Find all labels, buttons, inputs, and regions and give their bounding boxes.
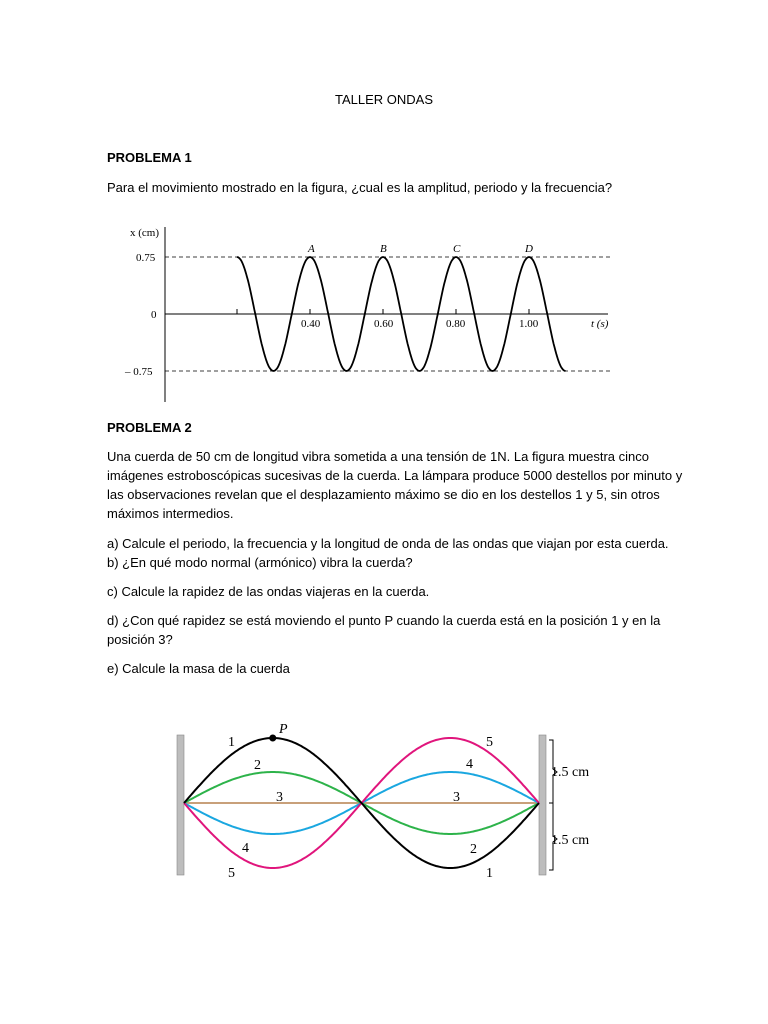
standing-wave-figure [170,718,610,888]
x-tick-label: 0.60 [374,318,394,330]
question-d-line: posición 3? [107,632,173,647]
curve-label-4: 4 [466,757,473,772]
curve-label-1: 1 [228,735,235,750]
curve-label-5: 5 [486,735,493,750]
peak-label-b: B [380,243,387,255]
problem-1-heading: PROBLEMA 1 [107,150,192,165]
y-tick-label: – 0.75 [125,366,153,378]
question-a: a) Calcule el periodo, la frecuencia y la longitud de onda de las ondas que viajan por esta cuerda. [107,536,669,551]
oscillation-figure [120,222,620,407]
problem-1-text: Para el movimiento mostrado en la figura, ¿cual es la amplitud, periodo y la frecuencia? [107,180,613,195]
question-b: b) ¿En qué modo normal (armónico) vibra la cuerda? [107,555,413,570]
right-wall [539,735,546,875]
peak-label-c: C [453,243,461,255]
x-tick-label: 0.80 [446,318,466,330]
intro-line: las observaciones revelan que el desplazamiento máximo se dio en los destellos 1 y 5, sin otros [107,487,660,502]
problem-2-heading: PROBLEMA 2 [107,420,192,435]
question-c: c) Calcule la rapidez de las ondas viajeras en la cuerda. [107,584,430,599]
y-tick-label: 0 [151,309,157,321]
left-wall [177,735,184,875]
point-p-marker [269,735,276,742]
x-tick-label: 1.00 [519,318,539,330]
page-title: TALLER ONDAS [334,92,433,107]
question-e: e) Calcule la masa de la cuerda [107,661,290,676]
x-tick-label: 0.40 [301,318,321,330]
intro-line: imágenes estroboscópicas sucesivas de la cuerda. La lámpara produce 5000 destellos por minuto y [107,468,683,483]
dimension-label-top: 1.5 cm [551,765,590,780]
peak-label-d: D [525,243,533,255]
curve-label-3: 3 [453,790,460,805]
question-d-line: d) ¿Con qué rapidez se está moviendo el punto P cuando la cuerda está en la posición 1 y en la [107,613,661,628]
intro-line: máximos intermedios. [107,506,234,521]
curve-label-4: 4 [242,841,249,856]
y-axis-label: x (cm) [130,227,160,239]
curve-label-3: 3 [276,790,283,805]
dimension-label-bottom: 1.5 cm [551,833,590,848]
curve-label-1: 1 [486,866,493,881]
curve-label-2: 2 [470,842,477,857]
point-p-label: P [279,722,288,737]
peak-label-a: A [308,243,315,255]
question-a-b [107,534,667,572]
curve-label-2: 2 [254,758,261,773]
y-tick-label: 0.75 [136,252,156,264]
problem-2-intro [107,447,683,523]
curve-label-5: 5 [228,866,235,881]
intro-line: Una cuerda de 50 cm de longitud vibra sometida a una tensión de 1N. La figura muestra cinco [107,449,649,464]
question-d [107,611,667,649]
x-axis-label: t (s) [591,318,609,330]
